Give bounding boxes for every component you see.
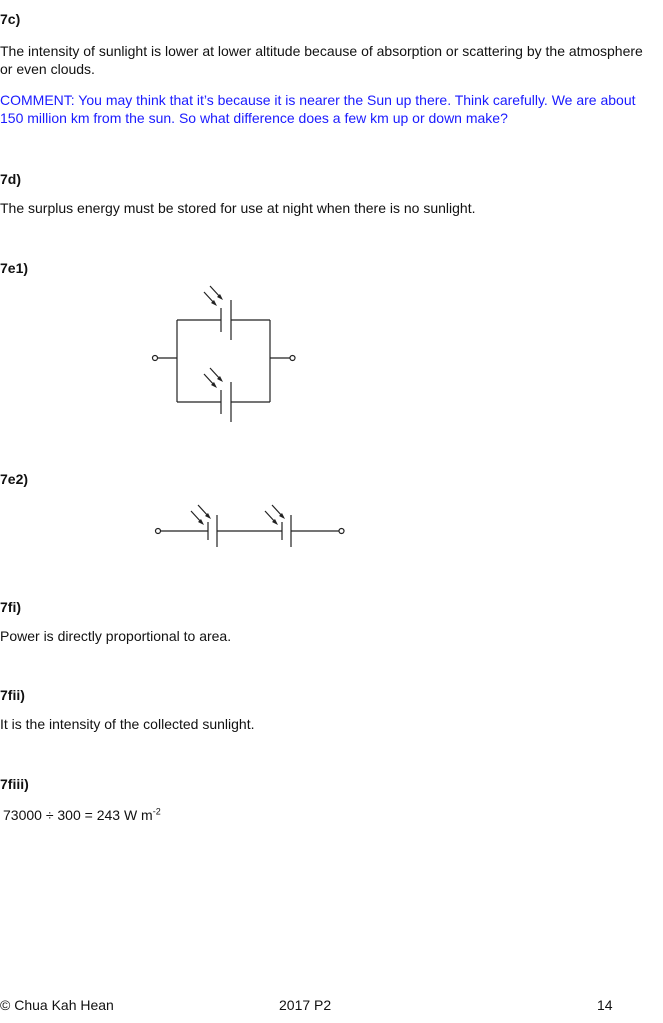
parallel-circuit-diagram xyxy=(140,282,310,427)
light-arrows-top xyxy=(204,286,221,304)
answer-7fi: Power is directly proportional to area. xyxy=(0,628,232,644)
equation-main: 73000 ÷ 300 = 243 W m xyxy=(3,807,153,823)
answer-7d: The surplus energy must be stored for use at night when there is no sunlight. xyxy=(0,200,476,216)
terminal-right xyxy=(339,529,344,534)
heading-7fiii: 7fiii) xyxy=(0,776,29,792)
solar-cell-2 xyxy=(282,515,291,547)
heading-7fi: 7fi) xyxy=(0,599,21,615)
series-circuit-diagram xyxy=(148,500,358,555)
heading-7e2: 7e2) xyxy=(0,471,29,487)
light-arrows-bottom xyxy=(204,368,221,386)
heading-7e1: 7e1) xyxy=(0,260,29,276)
comment-7c: COMMENT: You may think that it’s because it is nearer the Sun up there. Think carefully. We are about 150 million km from the sun. So what difference does a few km up or down make? xyxy=(0,92,636,126)
heading-7d: 7d) xyxy=(0,171,21,187)
footer-copyright: © Chua Kah Hean xyxy=(0,997,114,1013)
heading-7fii: 7fii) xyxy=(0,687,25,703)
heading-7c: 7c) xyxy=(0,11,21,27)
terminal-left xyxy=(153,356,158,361)
equation-7fiii xyxy=(3,806,653,824)
answer-7c: The intensity of sunlight is lower at lower altitude because of absorption or scattering by the atmosphere or even clouds. xyxy=(0,43,643,77)
solar-cell-top xyxy=(221,300,231,340)
terminal-right xyxy=(290,356,295,361)
answer-7fii: It is the intensity of the collected sunlight. xyxy=(0,716,255,732)
footer-paper: 2017 P2 xyxy=(279,997,332,1013)
footer-page-number: 14 xyxy=(597,997,613,1013)
solar-cell-1 xyxy=(208,515,217,547)
terminal-left xyxy=(156,529,161,534)
solar-cell-bottom xyxy=(221,382,231,422)
equation-exponent: -2 xyxy=(152,806,161,817)
